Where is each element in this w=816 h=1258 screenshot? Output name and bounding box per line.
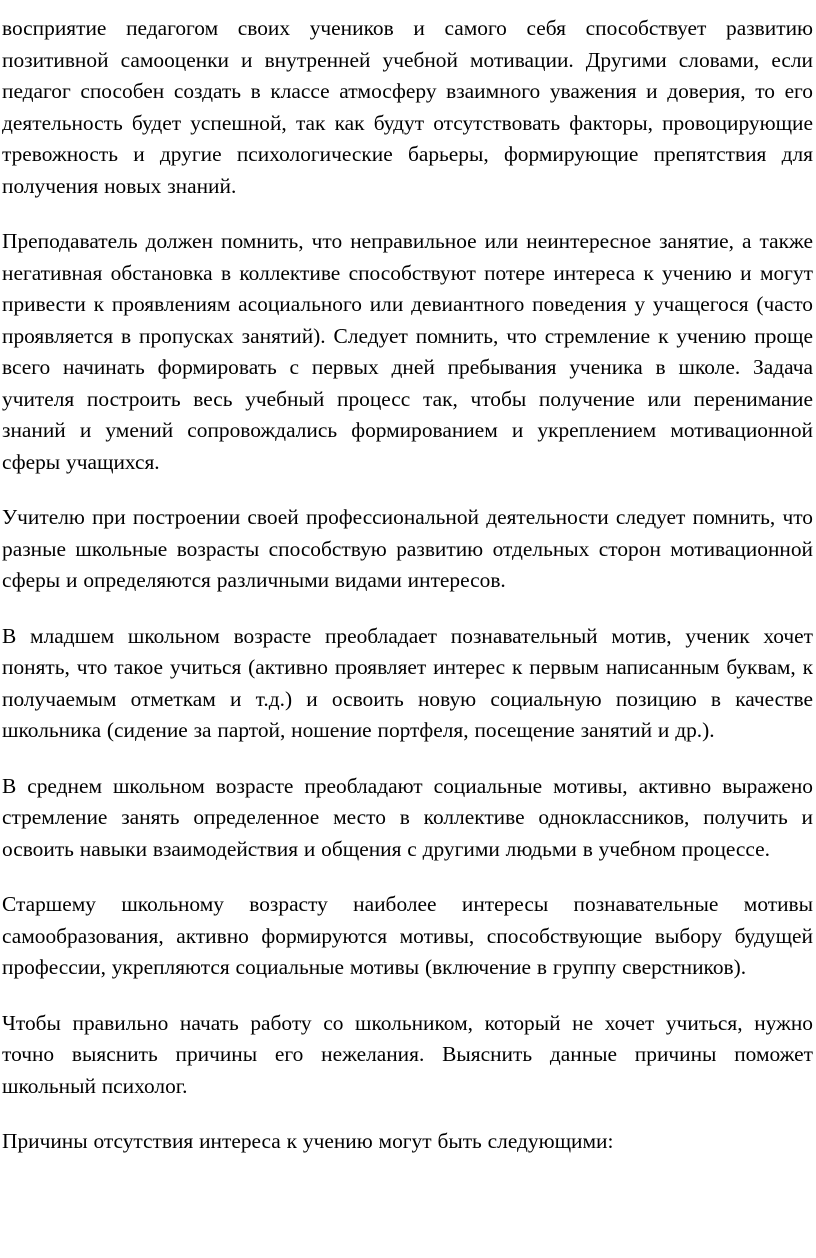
paragraph-school-ages: Учителю при построении своей профессиональной деятельности следует помнить, что разные школьные возрасты способствую развитию отдельных сторон мотивационной сферы и определяются различными видами интересов.: [2, 505, 813, 592]
paragraph-teacher-must-remember: Преподаватель должен помнить, что неправильное или неинтересное занятие, а также негативная обстановка в коллективе способствуют потере интереса к учению и могут привести к проявлениям асоциального или девиантного поведения у учащегося (часто проявляется в пропусках занятий). Следует помнить, что стремление к учению проще всего начинать формировать с первых дней пребывания ученика в школе. Задача учителя построить весь учебный процесс так, чтобы получение или перенимание знаний и умений сопровождались формированием и укреплением мотивационной сферы учащихся.: [2, 229, 813, 474]
paragraph-find-reasons: Чтобы правильно начать работу со школьником, который не хочет учиться, нужно точно выяснить причины его нежелания. Выяснить данные причины поможет школьный психолог.: [2, 1010, 813, 1098]
paragraph-middle-school-age: В среднем школьном возрасте преобладают социальные мотивы, активно выражено стремление занять определенное место в коллективе одноклассников, получить и освоить навыки взаимодействия и общения с другими людьми в учебном процессе.: [2, 773, 813, 861]
paragraph-reasons-intro: Причины отсутствия интереса к учению могут быть следующими:: [2, 1129, 614, 1153]
paragraph-senior-school-age: Старшему школьному возрасту наиболее интересы познавательные мотивы самообразования, активно формируются мотивы, способствующие выбору будущей профессии, укрепляются социальные мотивы (включение в группу сверстников).: [2, 892, 813, 979]
paragraph-primary-school-age: В младшем школьном возрасте преобладает познавательный мотив, ученик хочет понять, что такое учиться (активно проявляет интерес к первым написанным буквам, к получаемым отметкам и т.д.) и освоить новую социальную позицию в качестве школьника (сидение за партой, ношение портфеля, посещение занятий и др.).: [2, 623, 813, 742]
paragraph-teacher-perception: восприятие педагогом своих учеников и самого себя способствует развитию позитивной самооценки и внутренней учебной мотивации. Другими словами, если педагог способен создать в классе атмосферу взаимного уважения и доверия, то его деятельность будет успешной, так как будут отсутствовать факторы, провоцирующие тревожность и другие психологические барьеры, формирующие препятствия для получения новых знаний.: [2, 16, 813, 198]
